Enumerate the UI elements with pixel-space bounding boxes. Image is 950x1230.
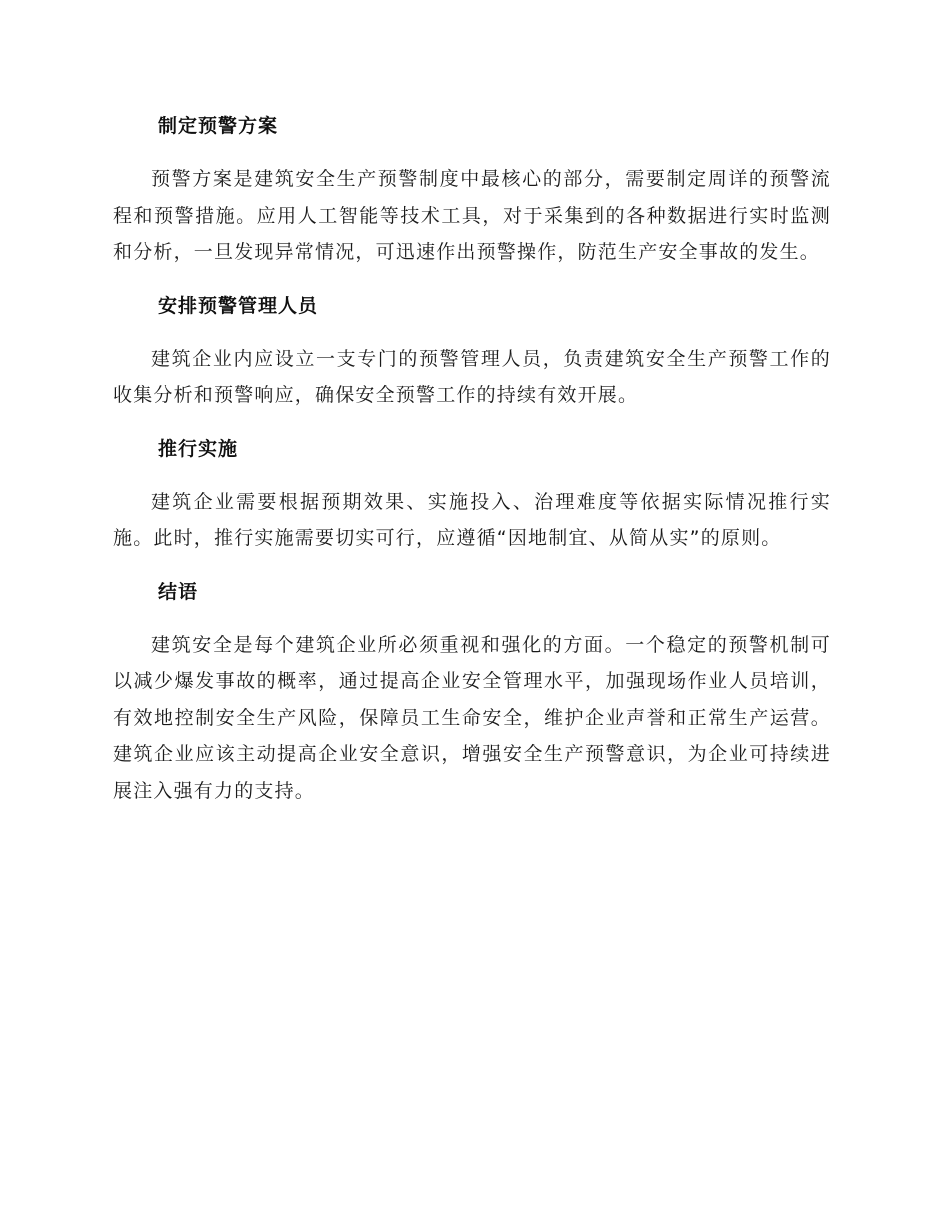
section-heading: 制定预警方案 <box>158 115 279 137</box>
section-heading: 安排预警管理人员 <box>158 294 319 317</box>
document-body <box>113 108 831 809</box>
section-heading: 结语 <box>158 580 199 603</box>
section-paragraph: 预警方案是建筑安全生产预警制度中最核心的部分，需要制定周详的预警流程和预警措施。应用人工智能等技术工具，对于采集到的各种数据进行实时监测和分析，一旦发现异常情况，可迅速作出预警操作，防范生产安全事故的发生。 <box>113 168 831 263</box>
section-paragraph: 建筑企业内应设立一支专门的预警管理人员，负责建筑安全生产预警工作的收集分析和预警响应，确保安全预警工作的持续有效开展。 <box>113 347 831 406</box>
section-heading: 推行实施 <box>158 437 239 460</box>
section-paragraph: 建筑企业需要根据预期效果、实施投入、治理难度等依据实际情况推行实施。此时，推行实施需要切实可行，应遵循“因地制宜、从简从实”的原则。 <box>113 490 831 549</box>
section-paragraph: 建筑安全是每个建筑企业所必须重视和强化的方面。一个稳定的预警机制可以减少爆发事故的概率，通过提高企业安全管理水平，加强现场作业人员培训，有效地控制安全生产风险，保障员工生命安全，维护企业声誉和正常生产运营。建筑企业应该主动提高企业安全意识，增强安全生产预警意识，为企业可持续进展注入强有力的支持。 <box>113 633 831 802</box>
